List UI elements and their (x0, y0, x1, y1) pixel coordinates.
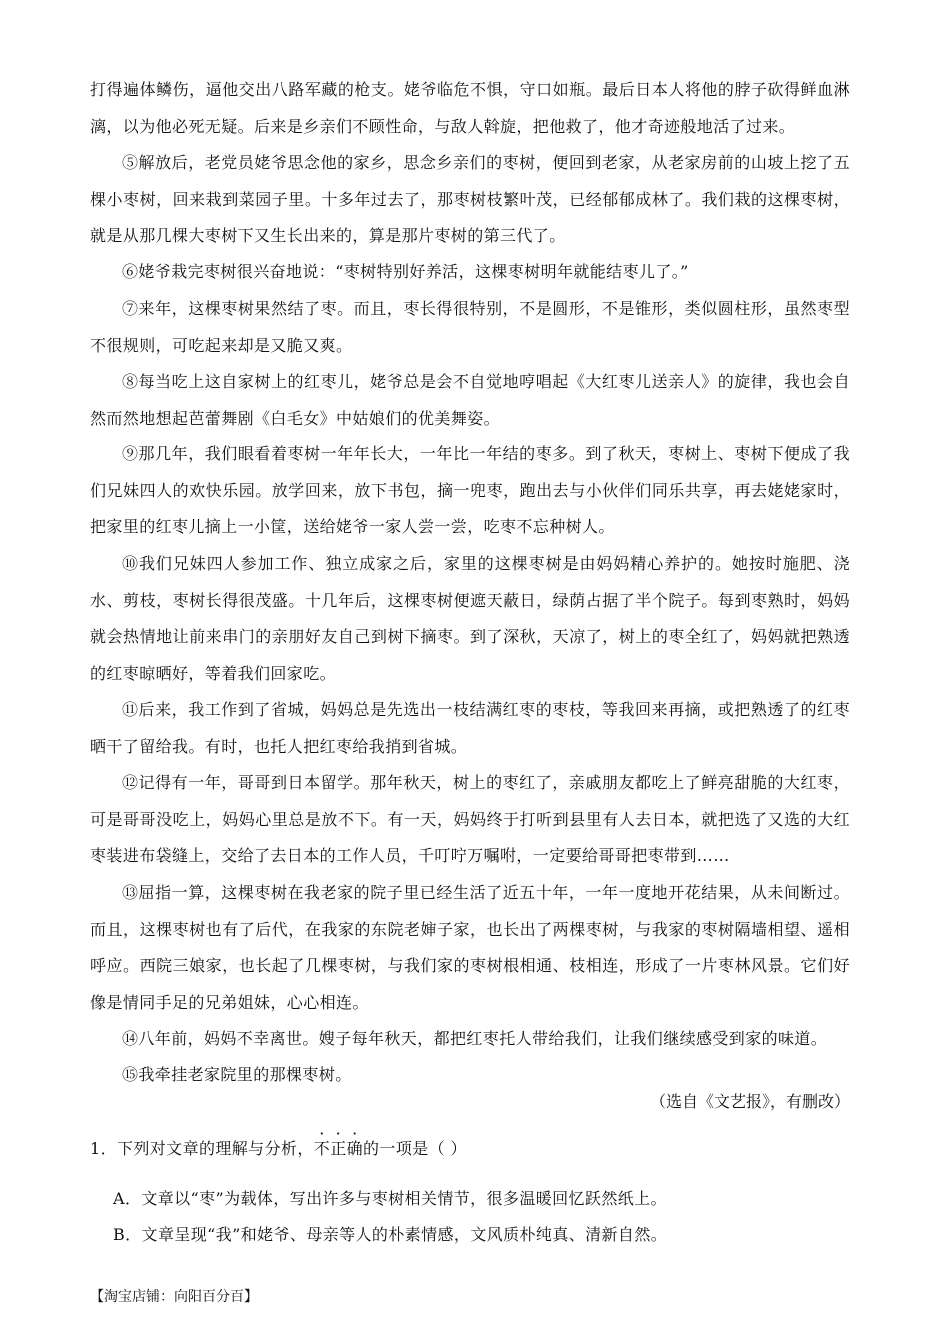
footer-shop-label: 【淘宝店铺：向阳百分百】 (90, 1289, 258, 1305)
paragraph-7: ⑦来年，这棵枣树果然结了枣。而且，枣长得很特别，不是圆形，不是锥形，类似圆柱形，虽然枣型不很规则，可吃起来却是又脆又爽。 (90, 299, 850, 355)
paragraph-5: ⑤解放后，老党员姥爷思念他的家乡，思念乡亲们的枣树，便回到老家，从老家房前的山坡上挖了五棵小枣树，回来栽到菜园子里。十多年过去了，那枣树枝繁叶茂，已经郁郁成林了。我们栽的这棵枣树，就是从那几棵大枣树下又生长出来的，算是那片枣树的第三代了。 (90, 153, 850, 245)
question-text-before: 下列对文章的理解与分析， (116, 1139, 314, 1158)
paragraph-9: ⑨那几年，我们眼看着枣树一年年长大，一年比一年结的枣多。到了秋天，枣树上、枣树下便成了我们兄妹四人的欢快乐园。放学回来，放下书包，摘一兜枣，跑出去与小伙伴们同乐共享，再去姥姥家时，把家里的红枣儿摘上一小筐，送给姥爷一家人尝一尝，吃枣不忘种树人。 (90, 444, 850, 536)
paragraph-10: ⑩我们兄妹四人参加工作、独立成家之后，家里的这棵枣树是由妈妈精心养护的。她按时施肥、浇水、剪枝，枣树长得很茂盛。十几年后，这棵枣树便遮天蔽日，绿荫占据了半个院子。每到枣熟时，妈妈就会热情地让前来串门的亲朋好友自己到树下摘枣。到了深秋，天凉了，树上的枣全红了，妈妈就把熟透的红枣晾晒好，等着我们回家吃。 (90, 554, 850, 683)
question-text-after: 的一项是（ ） (363, 1139, 467, 1158)
paragraph-8: ⑧每当吃上这自家树上的红枣儿，姥爷总是会不自觉地哼唱起《大红枣儿送亲人》的旋律，我也会自然而然地想起芭蕾舞剧《白毛女》中姑娘们的优美舞姿。 (90, 372, 850, 428)
paragraph-11: ⑪后来，我工作到了省城，妈妈总是先选出一枝结满红枣的枣枝，等我回来再摘，或把熟透了的红枣晒干了留给我。有时，也托人把红枣给我捎到省城。 (90, 700, 850, 756)
paragraph-14: ⑭八年前，妈妈不幸离世。嫂子每年秋天，都把红枣托人带给我们，让我们继续感受到家的味道。 (122, 1029, 828, 1048)
question-1 (90, 1136, 467, 1159)
paragraph-15: ⑮我牵挂老家院里的那棵枣树。 (122, 1065, 352, 1084)
paragraph-13: ⑬屈指一算，这棵枣树在我老家的院子里已经生活了近五十年，一年一度地开花结果，从未间断过。而且，这棵枣树也有了后代，在我家的东院老婶子家，也长出了两棵枣树，与我家的枣树隔墙相望、遥相呼应。西院三娘家，也长起了几棵枣树，与我们家的枣树根相通、枝相连，形成了一片枣林风景。它们好像是情同手足的兄弟姐妹，心心相连。 (90, 883, 850, 1012)
paragraph-4-continued: 打得遍体鳞伤，逼他交出八路军藏的枪支。姥爷临危不惧，守口如瓶。最后日本人将他的脖子砍得鲜血淋漓，以为他必死无疑。后来是乡亲们不顾性命，与敌人斡旋，把他救了，他才奇迹般地活了过来。 (90, 80, 850, 136)
paragraph-6: ⑥姥爷栽完枣树很兴奋地说：“枣树特别好养活，这棵枣树明年就能结枣儿了。” (122, 262, 689, 281)
option-b: B．文章呈现“我”和姥爷、母亲等人的朴素情感，文风质朴纯真、清新自然。 (113, 1225, 668, 1244)
option-a: A．文章以“枣”为载体，写出许多与枣树相关情节，很多温暖回忆跃然纸上。 (113, 1189, 667, 1208)
emphasis-char: 不 (313, 1139, 331, 1158)
source-citation: （选自《文艺报》，有删改） (649, 1092, 850, 1111)
emphasis-char: 确 (346, 1139, 364, 1158)
emphasis-char: 正 (330, 1139, 347, 1158)
paragraph-12: ⑫记得有一年，哥哥到日本留学。那年秋天，树上的枣红了，亲戚朋友都吃上了鲜亮甜脆的大红枣，可是哥哥没吃上，妈妈心里总是放不下。有一天，妈妈终于打听到县里有人去日本，就把选了又选的大红枣装进布袋缝上，交给了去日本的工作人员，千叮咛万嘱咐，一定要给哥哥把枣带到…… (90, 773, 850, 865)
question-number: 1． (90, 1139, 117, 1158)
